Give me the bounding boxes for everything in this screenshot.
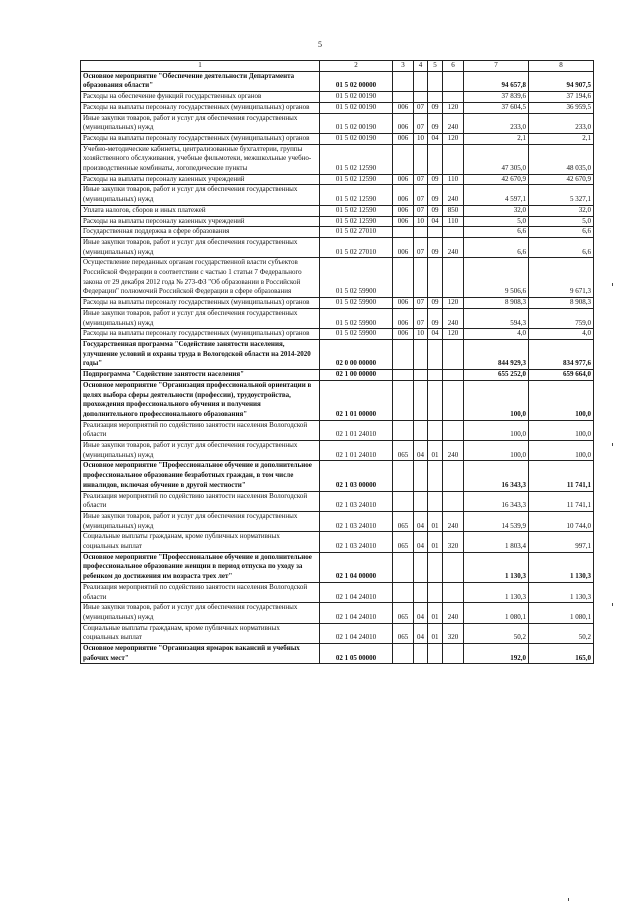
section-code-cell — [414, 420, 428, 440]
target-article-code-cell: 02 1 01 00000 — [320, 380, 393, 420]
subsection-code-cell: 01 — [428, 532, 443, 552]
table-row — [81, 92, 594, 103]
amount-year-1-cell: 100,0 — [464, 380, 529, 420]
table-row — [81, 258, 594, 298]
department-code-cell: 065 — [393, 441, 414, 461]
department-code-cell: 006 — [393, 102, 414, 113]
row-name-cell: Реализация мероприятий по содействию занятости населения Вологодской области — [81, 491, 320, 511]
section-code-cell: 04 — [414, 511, 428, 531]
section-code-cell: 07 — [414, 237, 428, 257]
row-name-cell: Иные закупки товаров, работ и услуг для обеспечения государственных (муниципальных) нужд — [81, 237, 320, 257]
row-name-cell: Осуществление переданных органам государственной власти субъектов Российской Федерации в соответствии с частью 1 статьи 7 Федерального закона от 29 декабря 2012 года № 273-ФЗ "Об образовании в Российской Федерации" полномочий Российской Федерации в сфере образования — [81, 258, 320, 298]
department-code-cell: 006 — [393, 133, 414, 144]
row-name-cell: Подпрограмма "Содействие занятости населения" — [81, 370, 320, 381]
section-code-cell — [414, 370, 428, 381]
department-code-cell: 006 — [393, 216, 414, 227]
target-article-code-cell: 01 5 02 59900 — [320, 258, 393, 298]
expense-type-code-cell: 320 — [443, 623, 464, 643]
table-row — [81, 308, 594, 328]
target-article-code-cell: 02 1 04 24010 — [320, 623, 393, 643]
department-code-cell — [393, 92, 414, 103]
amount-year-1-cell: 1 130,3 — [464, 552, 529, 582]
amount-year-2-cell: 100,0 — [529, 441, 594, 461]
expense-type-code-cell: 320 — [443, 532, 464, 552]
margin-mark — [612, 603, 613, 606]
department-code-cell — [393, 420, 414, 440]
subsection-code-cell: 04 — [428, 216, 443, 227]
amount-year-1-cell: 2,1 — [464, 133, 529, 144]
expense-type-code-cell — [443, 644, 464, 664]
expense-type-code-cell — [443, 420, 464, 440]
table-row — [81, 71, 594, 91]
department-code-cell — [393, 339, 414, 369]
section-code-cell — [414, 92, 428, 103]
row-name-cell: Расходы на выплаты персоналу государственных (муниципальных) органов — [81, 329, 320, 340]
target-article-code-cell: 01 5 02 00000 — [320, 71, 393, 91]
amount-year-2-cell: 10 744,0 — [529, 511, 594, 531]
row-name-cell: Расходы на выплаты персоналу казенных учреждений — [81, 216, 320, 227]
department-code-cell — [393, 258, 414, 298]
section-code-cell: 07 — [414, 308, 428, 328]
header-cell: 2 — [320, 61, 393, 72]
subsection-code-cell: 01 — [428, 623, 443, 643]
table-row — [81, 582, 594, 602]
amount-year-2-cell: 759,0 — [529, 308, 594, 328]
amount-year-1-cell: 42 670,9 — [464, 174, 529, 185]
amount-year-1-cell: 1 130,3 — [464, 582, 529, 602]
target-article-code-cell: 02 1 01 24010 — [320, 420, 393, 440]
amount-year-2-cell: 50,2 — [529, 623, 594, 643]
amount-year-1-cell: 6,6 — [464, 227, 529, 238]
department-code-cell: 006 — [393, 113, 414, 133]
department-code-cell — [393, 582, 414, 602]
header-cell: 7 — [464, 61, 529, 72]
expense-type-code-cell — [443, 227, 464, 238]
expense-type-code-cell: 240 — [443, 441, 464, 461]
target-article-code-cell: 01 5 02 59900 — [320, 298, 393, 309]
department-code-cell — [393, 227, 414, 238]
subsection-code-cell — [428, 582, 443, 602]
section-code-cell: 07 — [414, 205, 428, 216]
section-code-cell — [414, 227, 428, 238]
target-article-code-cell: 02 1 04 24010 — [320, 582, 393, 602]
expense-type-code-cell: 240 — [443, 113, 464, 133]
section-code-cell: 07 — [414, 102, 428, 113]
subsection-code-cell — [428, 339, 443, 369]
budget-table — [80, 60, 594, 664]
row-name-cell: Государственная программа "Содействие занятости населения, улучшение условий и охраны труда в Вологодской области на 2014-2020 годы" — [81, 339, 320, 369]
amount-year-1-cell: 37 839,6 — [464, 92, 529, 103]
table-row — [81, 144, 594, 174]
table-row — [81, 237, 594, 257]
department-code-cell: 006 — [393, 308, 414, 328]
amount-year-2-cell: 6,6 — [529, 237, 594, 257]
expense-type-code-cell — [443, 258, 464, 298]
expense-type-code-cell: 120 — [443, 133, 464, 144]
row-name-cell: Учебно-методические кабинеты, централизованные бухгалтерии, группы хозяйственного обслуживания, учебные фильмотеки, межшкольные учебно-производственные комбинаты, логопедические пункты — [81, 144, 320, 174]
amount-year-1-cell: 844 929,3 — [464, 339, 529, 369]
amount-year-2-cell: 32,0 — [529, 205, 594, 216]
row-name-cell: Реализация мероприятий по содействию занятости населения Вологодской области — [81, 582, 320, 602]
expense-type-code-cell — [443, 552, 464, 582]
table-row — [81, 185, 594, 205]
department-code-cell — [393, 491, 414, 511]
amount-year-1-cell: 1 803,4 — [464, 532, 529, 552]
department-code-cell — [393, 380, 414, 420]
subsection-code-cell — [428, 420, 443, 440]
table-row — [81, 227, 594, 238]
row-name-cell: Расходы на выплаты персоналу государственных (муниципальных) органов — [81, 133, 320, 144]
expense-type-code-cell — [443, 144, 464, 174]
subsection-code-cell — [428, 92, 443, 103]
expense-type-code-cell — [443, 582, 464, 602]
expense-type-code-cell: 240 — [443, 603, 464, 623]
amount-year-1-cell: 192,0 — [464, 644, 529, 664]
row-name-cell: Иные закупки товаров, работ и услуг для обеспечения государственных (муниципальных) нужд — [81, 185, 320, 205]
department-code-cell — [393, 461, 414, 491]
amount-year-2-cell: 48 035,0 — [529, 144, 594, 174]
expense-type-code-cell — [443, 380, 464, 420]
margin-mark — [612, 443, 613, 446]
amount-year-1-cell: 50,2 — [464, 623, 529, 643]
expense-type-code-cell: 240 — [443, 308, 464, 328]
amount-year-2-cell: 659 664,0 — [529, 370, 594, 381]
amount-year-1-cell: 8 908,3 — [464, 298, 529, 309]
subsection-code-cell — [428, 71, 443, 91]
target-article-code-cell: 02 1 05 00000 — [320, 644, 393, 664]
section-code-cell: 10 — [414, 329, 428, 340]
page-number: 5 — [318, 40, 322, 49]
header-cell: 8 — [529, 61, 594, 72]
header-cell: 3 — [393, 61, 414, 72]
department-code-cell — [393, 144, 414, 174]
section-code-cell: 04 — [414, 532, 428, 552]
amount-year-2-cell: 1 080,1 — [529, 603, 594, 623]
expense-type-code-cell: 850 — [443, 205, 464, 216]
amount-year-2-cell: 11 741,1 — [529, 461, 594, 491]
target-article-code-cell: 01 5 02 12590 — [320, 205, 393, 216]
department-code-cell: 006 — [393, 298, 414, 309]
subsection-code-cell: 09 — [428, 237, 443, 257]
department-code-cell — [393, 71, 414, 91]
row-name-cell: Основное мероприятие "Профессиональное обучение и дополнительное профессиональное образование безработных граждан, в том числе инвалидов, включая обучение в другой местности" — [81, 461, 320, 491]
amount-year-2-cell: 100,0 — [529, 380, 594, 420]
table-row — [81, 298, 594, 309]
department-code-cell: 065 — [393, 532, 414, 552]
section-code-cell — [414, 258, 428, 298]
target-article-code-cell: 01 5 02 12590 — [320, 216, 393, 227]
row-name-cell: Государственная поддержка в сфере образования — [81, 227, 320, 238]
department-code-cell: 006 — [393, 205, 414, 216]
subsection-code-cell: 09 — [428, 102, 443, 113]
expense-type-code-cell: 240 — [443, 511, 464, 531]
subsection-code-cell: 04 — [428, 329, 443, 340]
expense-type-code-cell: 110 — [443, 174, 464, 185]
row-name-cell: Иные закупки товаров, работ и услуг для обеспечения государственных (муниципальных) нужд — [81, 511, 320, 531]
amount-year-2-cell: 9 671,3 — [529, 258, 594, 298]
section-code-cell — [414, 144, 428, 174]
expense-type-code-cell: 240 — [443, 185, 464, 205]
row-name-cell: Уплата налогов, сборов и иных платежей — [81, 205, 320, 216]
amount-year-2-cell: 997,1 — [529, 532, 594, 552]
header-cell: 6 — [443, 61, 464, 72]
target-article-code-cell: 02 1 03 24010 — [320, 491, 393, 511]
amount-year-1-cell: 100,0 — [464, 441, 529, 461]
amount-year-2-cell: 1 130,3 — [529, 582, 594, 602]
expense-type-code-cell: 120 — [443, 102, 464, 113]
department-code-cell: 065 — [393, 603, 414, 623]
amount-year-2-cell: 1 130,3 — [529, 552, 594, 582]
section-code-cell — [414, 380, 428, 420]
department-code-cell: 065 — [393, 511, 414, 531]
subsection-code-cell — [428, 461, 443, 491]
expense-type-code-cell — [443, 491, 464, 511]
amount-year-1-cell: 4,0 — [464, 329, 529, 340]
section-code-cell: 07 — [414, 298, 428, 309]
row-name-cell: Расходы на обеспечение функций государственных органов — [81, 92, 320, 103]
department-code-cell: 006 — [393, 174, 414, 185]
section-code-cell — [414, 644, 428, 664]
table-row — [81, 532, 594, 552]
expense-type-code-cell: 120 — [443, 329, 464, 340]
amount-year-1-cell: 14 539,9 — [464, 511, 529, 531]
subsection-code-cell — [428, 144, 443, 174]
section-code-cell — [414, 582, 428, 602]
amount-year-2-cell: 5 327,1 — [529, 185, 594, 205]
margin-mark — [612, 283, 613, 286]
amount-year-1-cell: 16 343,3 — [464, 461, 529, 491]
subsection-code-cell: 01 — [428, 441, 443, 461]
target-article-code-cell: 01 5 02 27010 — [320, 237, 393, 257]
table-row — [81, 339, 594, 369]
row-name-cell: Иные закупки товаров, работ и услуг для обеспечения государственных (муниципальных) нужд — [81, 308, 320, 328]
department-code-cell — [393, 552, 414, 582]
amount-year-2-cell: 11 741,1 — [529, 491, 594, 511]
amount-year-1-cell: 9 506,6 — [464, 258, 529, 298]
target-article-code-cell: 02 1 04 00000 — [320, 552, 393, 582]
subsection-code-cell — [428, 491, 443, 511]
section-code-cell: 04 — [414, 441, 428, 461]
row-name-cell: Реализация мероприятий по содействию занятости населения Вологодской области — [81, 420, 320, 440]
table-row — [81, 380, 594, 420]
expense-type-code-cell — [443, 92, 464, 103]
subsection-code-cell — [428, 552, 443, 582]
subsection-code-cell — [428, 370, 443, 381]
target-article-code-cell: 02 1 04 24010 — [320, 603, 393, 623]
section-code-cell: 07 — [414, 113, 428, 133]
amount-year-1-cell: 32,0 — [464, 205, 529, 216]
target-article-code-cell: 02 1 03 24010 — [320, 511, 393, 531]
amount-year-2-cell: 834 977,6 — [529, 339, 594, 369]
target-article-code-cell: 02 0 00 00000 — [320, 339, 393, 369]
amount-year-1-cell: 655 252,0 — [464, 370, 529, 381]
target-article-code-cell: 02 1 03 00000 — [320, 461, 393, 491]
table-row — [81, 102, 594, 113]
row-name-cell: Основное мероприятие "Обеспечение деятельности Департамента образования области" — [81, 71, 320, 91]
target-article-code-cell: 02 1 01 24010 — [320, 441, 393, 461]
table-row — [81, 216, 594, 227]
subsection-code-cell: 04 — [428, 133, 443, 144]
row-name-cell: Социальные выплаты гражданам, кроме публичных нормативных социальных выплат — [81, 623, 320, 643]
amount-year-2-cell: 4,0 — [529, 329, 594, 340]
target-article-code-cell: 01 5 02 12590 — [320, 185, 393, 205]
row-name-cell: Иные закупки товаров, работ и услуг для обеспечения государственных (муниципальных) нужд — [81, 113, 320, 133]
target-article-code-cell: 01 5 02 12590 — [320, 174, 393, 185]
table-row — [81, 113, 594, 133]
section-code-cell: 07 — [414, 174, 428, 185]
section-code-cell: 04 — [414, 603, 428, 623]
expense-type-code-cell: 120 — [443, 298, 464, 309]
amount-year-2-cell: 36 959,5 — [529, 102, 594, 113]
expense-type-code-cell — [443, 461, 464, 491]
subsection-code-cell: 01 — [428, 511, 443, 531]
subsection-code-cell — [428, 644, 443, 664]
expense-type-code-cell — [443, 370, 464, 381]
subsection-code-cell: 09 — [428, 308, 443, 328]
section-code-cell — [414, 491, 428, 511]
amount-year-2-cell: 165,0 — [529, 644, 594, 664]
department-code-cell: 006 — [393, 329, 414, 340]
section-code-cell: 10 — [414, 133, 428, 144]
amount-year-1-cell: 94 657,8 — [464, 71, 529, 91]
row-name-cell: Основное мероприятие "Профессиональное обучение и дополнительное профессиональное образование женщин в период отпуска по уходу за ребенком до достижения им возраста трех лет" — [81, 552, 320, 582]
table-row — [81, 491, 594, 511]
table-row — [81, 644, 594, 664]
table-row — [81, 511, 594, 531]
department-code-cell: 006 — [393, 237, 414, 257]
subsection-code-cell: 09 — [428, 174, 443, 185]
row-name-cell: Расходы на выплаты персоналу государственных (муниципальных) органов — [81, 102, 320, 113]
section-code-cell — [414, 339, 428, 369]
amount-year-1-cell: 37 604,5 — [464, 102, 529, 113]
amount-year-2-cell: 233,0 — [529, 113, 594, 133]
department-code-cell: 006 — [393, 185, 414, 205]
section-code-cell: 04 — [414, 623, 428, 643]
department-code-cell — [393, 370, 414, 381]
amount-year-1-cell: 6,6 — [464, 237, 529, 257]
amount-year-1-cell: 16 343,3 — [464, 491, 529, 511]
target-article-code-cell: 02 1 00 00000 — [320, 370, 393, 381]
amount-year-2-cell: 94 907,5 — [529, 71, 594, 91]
amount-year-2-cell: 100,0 — [529, 420, 594, 440]
amount-year-1-cell: 47 305,0 — [464, 144, 529, 174]
table-row — [81, 174, 594, 185]
amount-year-2-cell: 6,6 — [529, 227, 594, 238]
target-article-code-cell: 01 5 02 00190 — [320, 92, 393, 103]
row-name-cell: Основное мероприятие "Организация профессиональной ориентации в целях выбора сферы деятельности (профессии), трудоустройства, прохождения профессионального обучения и получения дополнительного профессионального образования" — [81, 380, 320, 420]
expense-type-code-cell: 240 — [443, 237, 464, 257]
section-code-cell: 07 — [414, 185, 428, 205]
table-row — [81, 623, 594, 643]
row-name-cell: Расходы на выплаты персоналу государственных (муниципальных) органов — [81, 298, 320, 309]
expense-type-code-cell — [443, 339, 464, 369]
subsection-code-cell: 09 — [428, 298, 443, 309]
section-code-cell — [414, 71, 428, 91]
subsection-code-cell — [428, 258, 443, 298]
target-article-code-cell: 01 5 02 00190 — [320, 133, 393, 144]
target-article-code-cell: 01 5 02 27010 — [320, 227, 393, 238]
section-code-cell — [414, 552, 428, 582]
amount-year-1-cell: 100,0 — [464, 420, 529, 440]
row-name-cell: Основное мероприятие "Организация ярмарок вакансий и учебных рабочих мест" — [81, 644, 320, 664]
table-row — [81, 133, 594, 144]
subsection-code-cell: 09 — [428, 205, 443, 216]
table-row — [81, 329, 594, 340]
subsection-code-cell — [428, 380, 443, 420]
subsection-code-cell: 01 — [428, 603, 443, 623]
expense-type-code-cell: 110 — [443, 216, 464, 227]
department-code-cell: 065 — [393, 623, 414, 643]
target-article-code-cell: 01 5 02 59900 — [320, 329, 393, 340]
subsection-code-cell — [428, 227, 443, 238]
amount-year-2-cell: 2,1 — [529, 133, 594, 144]
expense-type-code-cell — [443, 71, 464, 91]
table-row — [81, 461, 594, 491]
amount-year-1-cell: 5,0 — [464, 216, 529, 227]
header-cell: 4 — [414, 61, 428, 72]
header-cell: 1 — [81, 61, 320, 72]
target-article-code-cell: 02 1 03 24010 — [320, 532, 393, 552]
margin-mark — [568, 898, 569, 901]
target-article-code-cell: 01 5 02 00190 — [320, 102, 393, 113]
table-header-row — [81, 61, 594, 72]
header-cell: 5 — [428, 61, 443, 72]
row-name-cell: Расходы на выплаты персоналу казенных учреждений — [81, 174, 320, 185]
section-code-cell: 10 — [414, 216, 428, 227]
target-article-code-cell: 01 5 02 12590 — [320, 144, 393, 174]
amount-year-1-cell: 4 597,1 — [464, 185, 529, 205]
row-name-cell: Иные закупки товаров, работ и услуг для обеспечения государственных (муниципальных) нужд — [81, 441, 320, 461]
amount-year-2-cell: 5,0 — [529, 216, 594, 227]
target-article-code-cell: 01 5 02 59900 — [320, 308, 393, 328]
row-name-cell: Иные закупки товаров, работ и услуг для обеспечения государственных (муниципальных) нужд — [81, 603, 320, 623]
subsection-code-cell: 09 — [428, 113, 443, 133]
table-row — [81, 603, 594, 623]
subsection-code-cell: 09 — [428, 185, 443, 205]
amount-year-2-cell: 42 670,9 — [529, 174, 594, 185]
table-row — [81, 441, 594, 461]
row-name-cell: Социальные выплаты гражданам, кроме публичных нормативных социальных выплат — [81, 532, 320, 552]
table-row — [81, 552, 594, 582]
amount-year-2-cell: 8 908,3 — [529, 298, 594, 309]
table-row — [81, 205, 594, 216]
table-row — [81, 370, 594, 381]
section-code-cell — [414, 461, 428, 491]
amount-year-1-cell: 594,3 — [464, 308, 529, 328]
target-article-code-cell: 01 5 02 00190 — [320, 113, 393, 133]
amount-year-1-cell: 233,0 — [464, 113, 529, 133]
amount-year-1-cell: 1 080,1 — [464, 603, 529, 623]
amount-year-2-cell: 37 194,6 — [529, 92, 594, 103]
department-code-cell — [393, 644, 414, 664]
table-row — [81, 420, 594, 440]
